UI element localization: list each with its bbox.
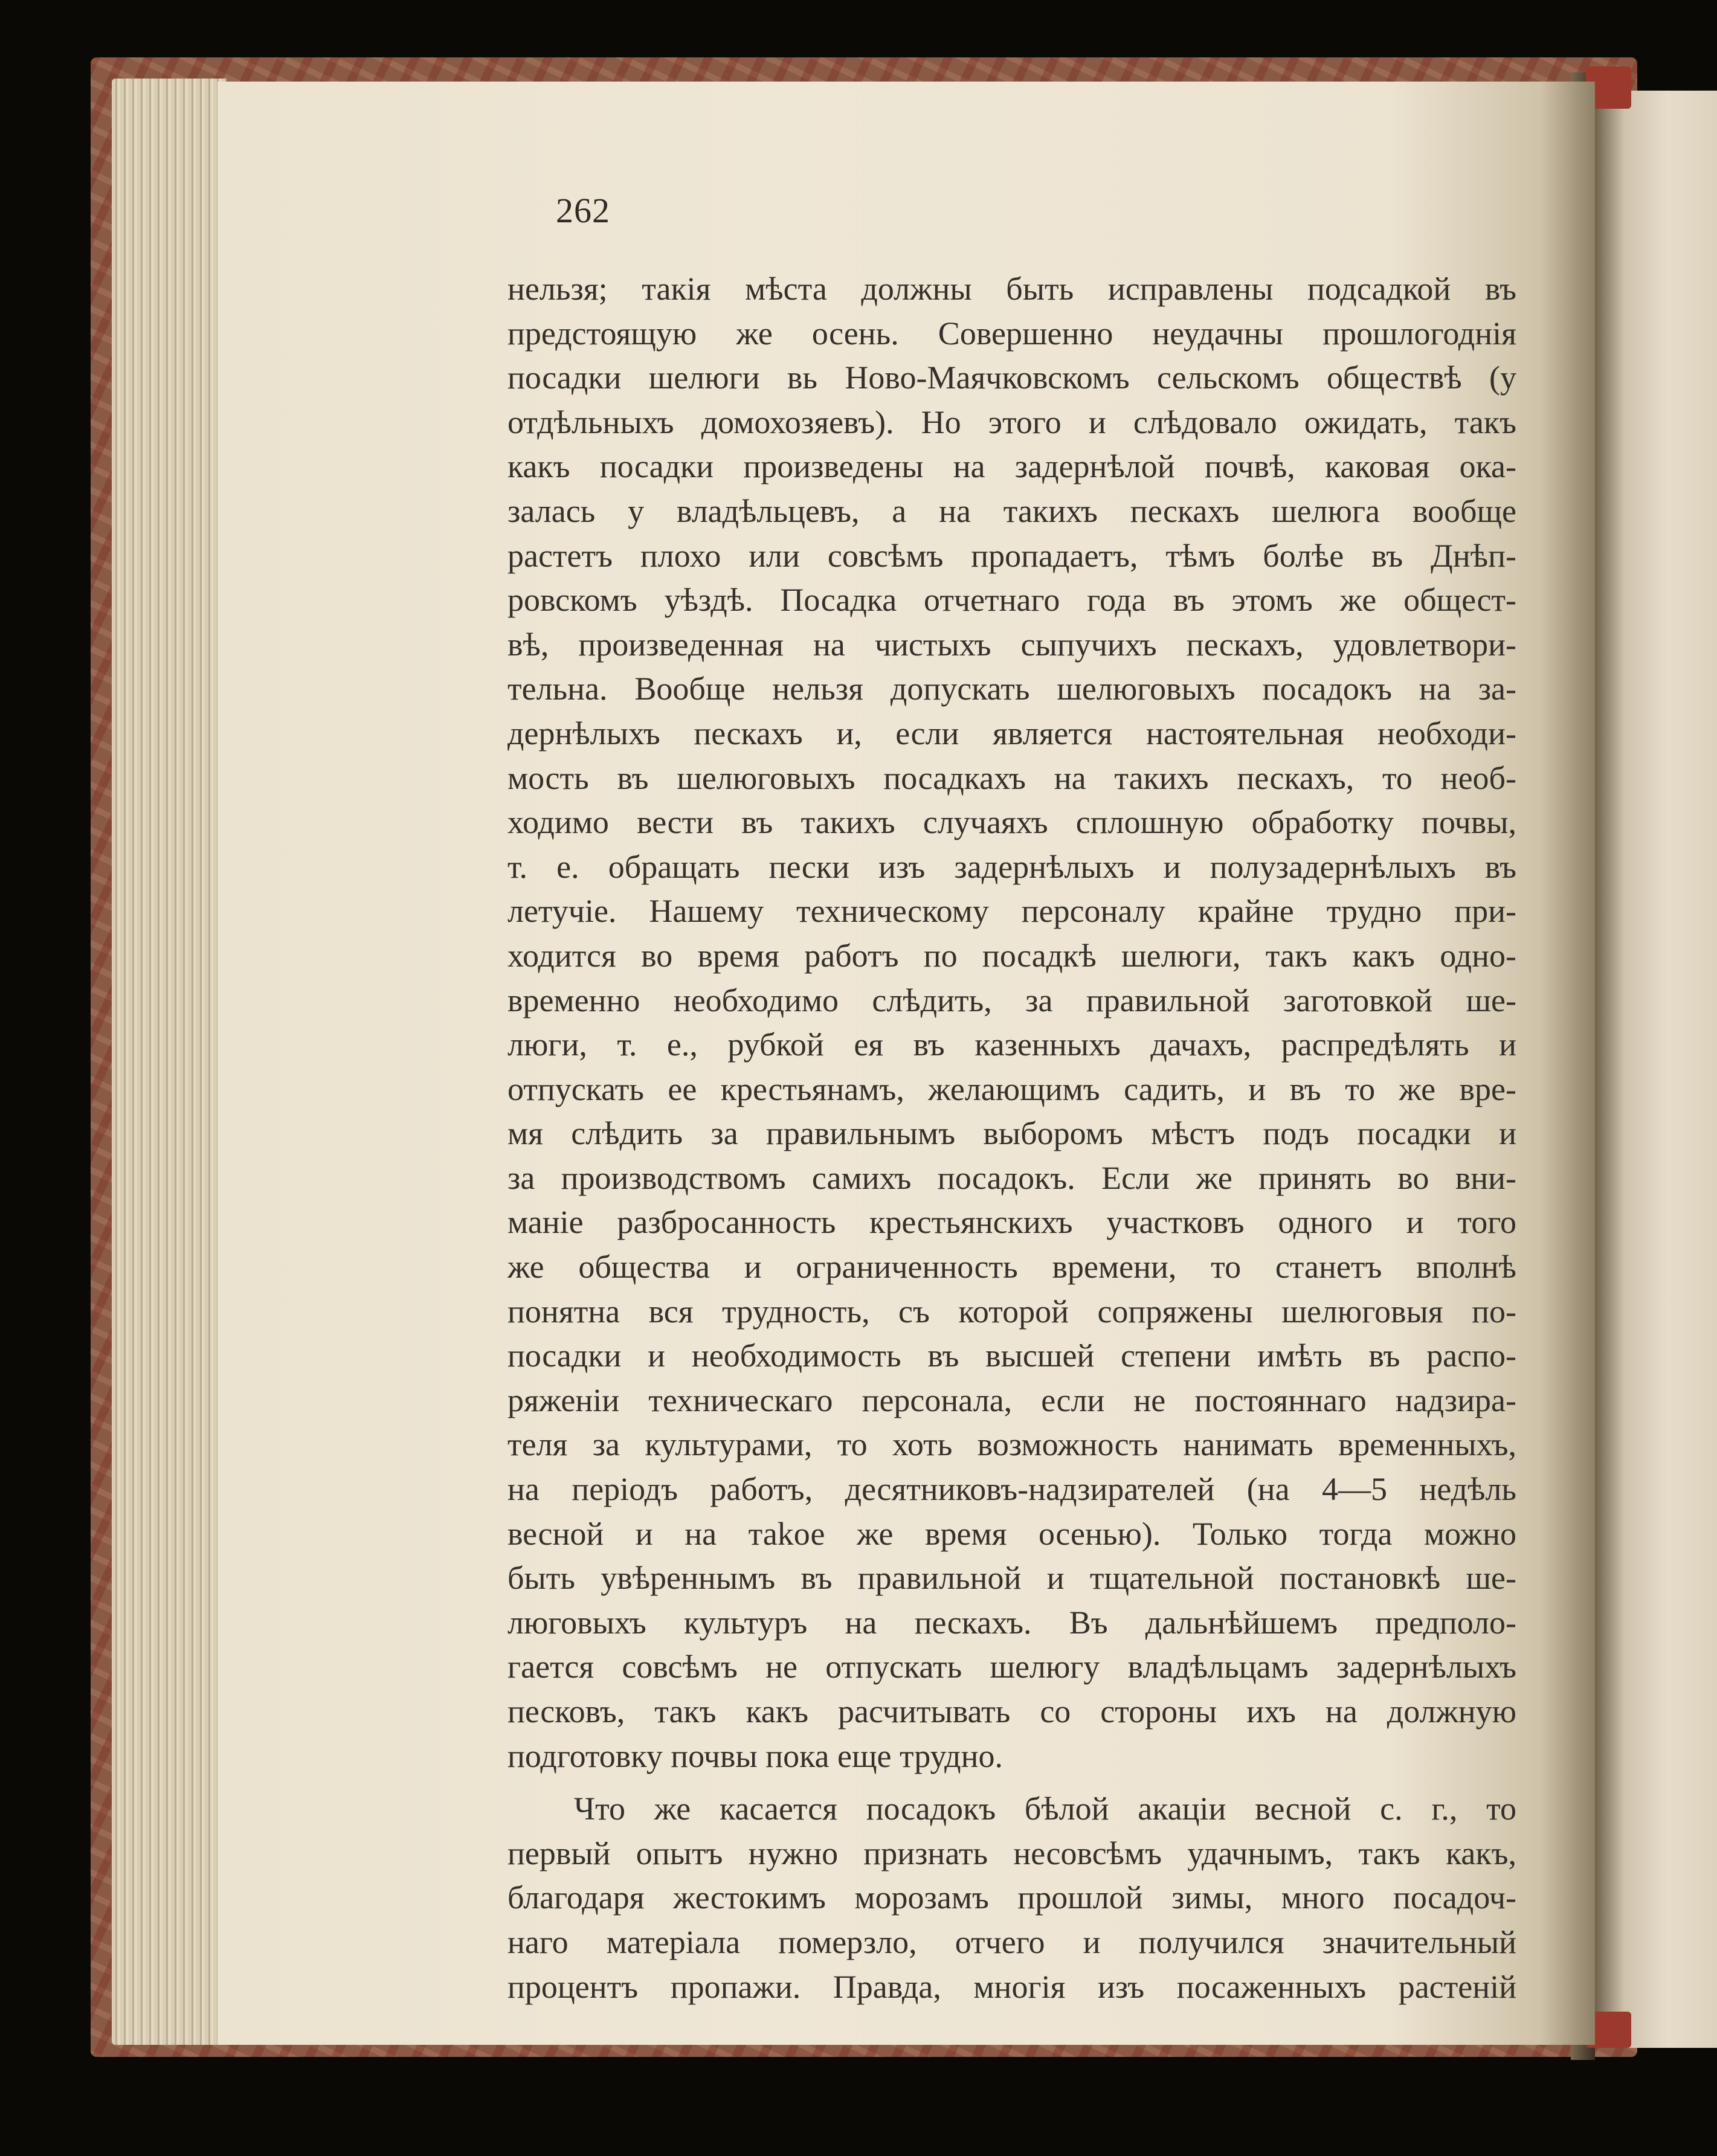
- text-line: ходимо вести въ такихъ случаяхъ сплошную обработку почвы,: [507, 804, 1516, 841]
- text-line: временно необходимо слѣдить, за правильной заготовкой ше-: [507, 982, 1516, 1018]
- text-line: гается совсѣмъ не отпускать шелюгу владѣльцамъ задернѣлыхъ: [507, 1649, 1516, 1685]
- page-stack-edges: [112, 79, 227, 2045]
- text-line: процентъ пропажи. Правда, многія изъ посаженныхъ растеній: [507, 1968, 1516, 2005]
- facing-page: [1594, 91, 1717, 2048]
- text-line: нельзя; такія мѣста должны быть исправлены подсадкой въ: [507, 271, 1516, 307]
- text-line: ровскомъ уѣздѣ. Посадка отчетнаго года въ этомъ же общест-: [507, 582, 1516, 619]
- text-line: понятна вся трудность, съ которой сопряжены шелюговыя по-: [507, 1293, 1516, 1330]
- text-line: наго матеріала померзло, отчего и получился значительный: [507, 1923, 1516, 1960]
- text-line: мость въ шелюговыхъ посадкахъ на такихъ пескахъ, то необ-: [507, 759, 1516, 796]
- paragraph-gap: [507, 1778, 1516, 1787]
- text-line: маніе разбросанность крестьянскихъ участковъ одного и того: [507, 1204, 1516, 1241]
- paragraph: [507, 1787, 1516, 2009]
- text-line: благодаря жестокимъ морозамъ прошлой зимы, много посадоч-: [507, 1879, 1516, 1916]
- text-line: мя слѣдить за правильнымъ выборомъ мѣстъ подъ посадки и: [507, 1115, 1516, 1152]
- text-line: первый опытъ нужно признать несовсѣмъ удачнымъ, такъ какъ,: [507, 1835, 1516, 1871]
- text-line: отпускать ее крестьянамъ, желающимъ садить, и въ то же вре-: [507, 1070, 1516, 1107]
- text-line: люги, т. е., рубкой ея въ казенныхъ дачахъ, распредѣлять и: [507, 1026, 1516, 1063]
- page-text-body: [507, 267, 1516, 2009]
- text-line: посадки и необходимость въ высшей степени имѣть въ распо-: [507, 1337, 1516, 1374]
- text-line: люговыхъ культуръ на пескахъ. Въ дальнѣйшемъ предполо-: [507, 1604, 1516, 1641]
- text-line: летучіе. Нашему техническому персоналу крайне трудно при-: [507, 893, 1516, 930]
- text-line: за производствомъ самихъ посадокъ. Если же принять во вни-: [507, 1159, 1516, 1196]
- text-line: дернѣлыхъ пескахъ и, если является настоятельная необходи-: [507, 715, 1516, 751]
- text-line: ходится во время работъ по посадкѣ шелюги, такъ какъ одно-: [507, 937, 1516, 974]
- text-line: посадки шелюги вь Ново-Маячковскомъ сельскомъ обществѣ (у: [507, 359, 1516, 396]
- page-number: 262: [556, 191, 610, 230]
- text-line: т. е. обращать пески изъ задернѣлыхъ и полузадернѣлыхъ въ: [507, 848, 1516, 885]
- text-line: песковъ, такъ какъ расчитывать со стороны ихъ на должную: [507, 1693, 1516, 1730]
- text-line: растетъ плохо или совсѣмъ пропадаетъ, тѣмъ болѣе въ Днѣп-: [507, 537, 1516, 574]
- text-line: отдѣльныхъ домохозяевъ). Но этого и слѣдовало ожидать, такъ: [507, 404, 1516, 440]
- text-line: быть увѣреннымъ въ правильной и тщательной постановкѣ ше-: [507, 1560, 1516, 1597]
- text-line: какъ посадки произведены на задернѣлой почвѣ, каковая ока-: [507, 448, 1516, 485]
- text-line: на періодъ работъ, десятниковъ-надзирателей (на 4—5 недѣль: [507, 1471, 1516, 1508]
- text-line: ряженіи техническаго персонала, если не постояннаго надзира-: [507, 1382, 1516, 1418]
- text-line: залась у владѣльцевъ, а на такихъ пескахъ шелюга вообще: [507, 492, 1516, 529]
- text-line: же общества и ограниченность времени, то станетъ вполнѣ: [507, 1249, 1516, 1286]
- text-line: вѣ, произведенная на чистыхъ сыпучихъ пескахъ, удовлетвори-: [507, 626, 1516, 663]
- text-line: тельна. Вообще нельзя допускать шелюговыхъ посадокъ на за-: [507, 671, 1516, 707]
- text-line: теля за культурами, то хоть возможность нанимать временныхъ,: [507, 1426, 1516, 1463]
- text-line: предстоящую же осень. Совершенно неудачны прошлогоднія: [507, 315, 1516, 352]
- paragraph: [507, 267, 1516, 1778]
- text-line: весной и на таkое же время осенью). Только тогда можно: [507, 1515, 1516, 1552]
- text-line: Что же касается посадокъ бѣлой акаціи весной с. г., то: [574, 1791, 1516, 1827]
- text-line: подготовку почвы пока еще трудно.: [507, 1737, 1003, 1774]
